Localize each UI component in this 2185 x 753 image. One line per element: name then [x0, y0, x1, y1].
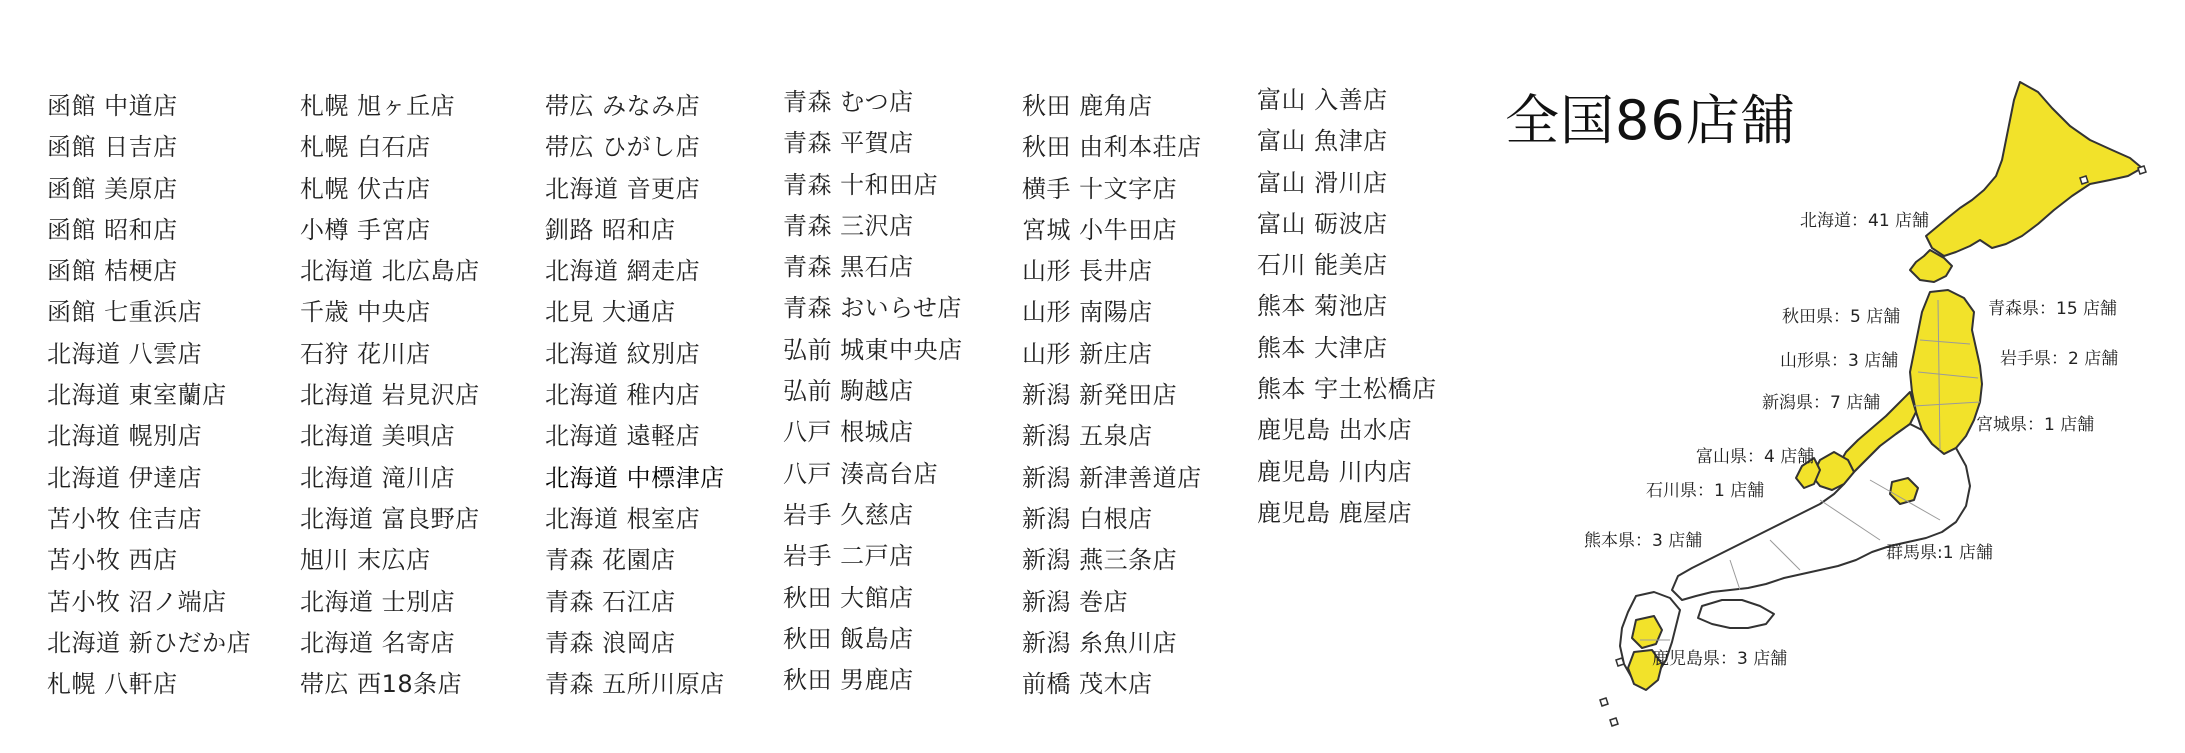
label-toyama: 富山県：4 店舗: [1696, 447, 1815, 467]
store-item: 横手 十文字店: [1022, 174, 1178, 203]
store-item: 新潟 新津善道店: [1022, 463, 1202, 492]
island: [1616, 658, 1624, 666]
store-item: 青森 浪岡店: [545, 628, 676, 657]
store-item: 北海道 根室店: [545, 504, 701, 533]
label-ishikawa: 石川県：1 店舗: [1646, 481, 1765, 501]
store-column-3: [545, 86, 725, 705]
store-item: 苫小牧 住吉店: [47, 504, 203, 533]
store-item: 釧路 昭和店: [545, 215, 676, 244]
store-item: 北海道 名寄店: [300, 628, 456, 657]
label-kagoshima: 鹿児島県：3 店舗: [1652, 649, 1788, 669]
store-column-1: [47, 86, 251, 705]
store-item: 秋田 男鹿店: [783, 666, 914, 695]
label-miyagi: 宮城県：1 店舗: [1976, 415, 2095, 435]
store-item: 熊本 菊池店: [1257, 292, 1388, 321]
store-item: 青森 五所川原店: [545, 670, 725, 699]
store-item: 北海道 八雲店: [47, 339, 203, 368]
store-item: 帯広 ひがし店: [545, 133, 701, 162]
store-item: 北海道 伊達店: [47, 463, 203, 492]
store-item: 北海道 新ひだか店: [47, 628, 252, 657]
store-item: 弘前 駒越店: [783, 377, 914, 406]
store-item: 青森 おいらせ店: [783, 294, 962, 323]
store-item: 札幌 伏古店: [300, 174, 431, 203]
map-title: 全国86店舗: [1505, 89, 1796, 152]
store-item: 青森 花園店: [545, 546, 676, 575]
store-item: 新潟 白根店: [1022, 504, 1153, 533]
store-item: 新潟 糸魚川店: [1022, 628, 1178, 657]
store-item: 千歳 中央店: [300, 298, 431, 327]
store-item: 八戸 湊高台店: [783, 459, 939, 488]
store-item: 青森 石江店: [545, 587, 676, 616]
store-item: 富山 入善店: [1257, 86, 1388, 114]
store-column-2: [300, 86, 480, 705]
store-item: 秋田 大館店: [783, 583, 914, 612]
label-aomori: 青森県：15 店舗: [1988, 299, 2118, 319]
store-item: 函館 桔梗店: [47, 257, 178, 286]
store-column-4: [783, 82, 963, 701]
store-item: 青森 平賀店: [783, 129, 914, 158]
store-item: 函館 七重浜店: [47, 298, 203, 327]
store-item: 青森 むつ店: [783, 88, 914, 116]
store-item: 札幌 旭ヶ丘店: [300, 92, 456, 120]
store-column-6: [1257, 80, 1437, 534]
label-yamagata: 山形県：3 店舗: [1780, 351, 1899, 371]
store-item: 苫小牧 沼ノ端店: [47, 587, 227, 616]
store-item: 北海道 岩見沢店: [300, 381, 480, 410]
store-item: 小樽 手宮店: [300, 215, 431, 244]
store-item: 青森 黒石店: [783, 253, 914, 282]
store-item: 北海道 士別店: [300, 587, 456, 616]
label-gunma: 群馬県:1 店舗: [1886, 543, 1993, 563]
store-item: 石川 能美店: [1257, 251, 1388, 280]
store-item: 弘前 城東中央店: [783, 335, 963, 364]
store-item: 八戸 根城店: [783, 418, 914, 447]
store-item: 山形 長井店: [1022, 257, 1153, 286]
store-item: 富山 砺波店: [1257, 209, 1388, 238]
store-item: 富山 魚津店: [1257, 127, 1388, 156]
store-item: 苫小牧 西店: [47, 546, 178, 575]
label-kumamoto: 熊本県：3 店舗: [1584, 531, 1703, 551]
japan-map-panel: [1440, 0, 2185, 753]
store-item: 宮城 小牛田店: [1022, 215, 1178, 244]
store-item: 北見 大通店: [545, 298, 676, 327]
store-item: 岩手 久慈店: [783, 500, 914, 529]
store-item: 石狩 花川店: [300, 339, 431, 368]
store-item: 北海道 美唄店: [300, 422, 456, 451]
store-item: 富山 滑川店: [1257, 168, 1388, 197]
store-item: 北海道 網走店: [545, 257, 701, 286]
store-item: 函館 中道店: [47, 92, 178, 120]
store-item: 鹿児島 鹿屋店: [1257, 498, 1413, 527]
store-item: 北海道 音更店: [545, 174, 701, 203]
store-item: 岩手 二戸店: [783, 542, 914, 571]
label-iwate: 岩手県：2 店舗: [2000, 349, 2119, 369]
store-item: 山形 新庄店: [1022, 339, 1153, 368]
label-hokkaido: 北海道：41 店舗: [1800, 211, 1930, 231]
store-item: 帯広 みなみ店: [545, 92, 701, 120]
store-column-5: [1022, 86, 1202, 705]
store-item: 秋田 鹿角店: [1022, 92, 1153, 120]
store-item: 前橋 茂木店: [1022, 670, 1153, 699]
store-item: 鹿児島 出水店: [1257, 416, 1413, 445]
store-item: 北海道 遠軽店: [545, 422, 701, 451]
store-item: 旭川 末広店: [300, 546, 431, 575]
store-item: 熊本 大津店: [1257, 333, 1388, 362]
hokkaido-region: [1926, 82, 2142, 256]
shikoku-region: [1698, 600, 1774, 628]
store-item: 札幌 八軒店: [47, 670, 178, 699]
store-item: 新潟 新発田店: [1022, 381, 1178, 410]
island: [1610, 718, 1618, 726]
store-item: 北海道 中標津店: [545, 463, 725, 492]
island: [2138, 166, 2146, 174]
store-item: 函館 日吉店: [47, 133, 178, 162]
store-item: 秋田 飯島店: [783, 624, 914, 653]
store-item: 北海道 幌別店: [47, 422, 203, 451]
store-item: 北海道 滝川店: [300, 463, 456, 492]
store-item: 秋田 由利本荘店: [1022, 133, 1202, 162]
store-item: 新潟 五泉店: [1022, 422, 1153, 451]
island: [1600, 698, 1608, 706]
store-item: 青森 三沢店: [783, 211, 914, 240]
store-item: 鹿児島 川内店: [1257, 457, 1413, 486]
store-item: 北海道 稚内店: [545, 381, 701, 410]
label-akita: 秋田県：5 店舗: [1782, 307, 1901, 327]
label-niigata: 新潟県：7 店舗: [1762, 393, 1881, 413]
store-item: 新潟 巻店: [1022, 587, 1129, 616]
store-item: 山形 南陽店: [1022, 298, 1153, 327]
store-item: 新潟 燕三条店: [1022, 546, 1178, 575]
store-item: 北海道 紋別店: [545, 339, 701, 368]
store-item: 北海道 東室蘭店: [47, 381, 227, 410]
store-item: 札幌 白石店: [300, 133, 431, 162]
store-item: 帯広 西18条店: [300, 670, 463, 699]
island: [2080, 176, 2088, 184]
store-item: 北海道 北広島店: [300, 257, 480, 286]
store-item: 北海道 富良野店: [300, 504, 480, 533]
store-item: 函館 美原店: [47, 174, 178, 203]
japan-map: [1440, 0, 2185, 753]
store-item: 青森 十和田店: [783, 170, 939, 199]
store-item: 函館 昭和店: [47, 215, 178, 244]
store-item: 熊本 宇土松橋店: [1257, 375, 1437, 404]
